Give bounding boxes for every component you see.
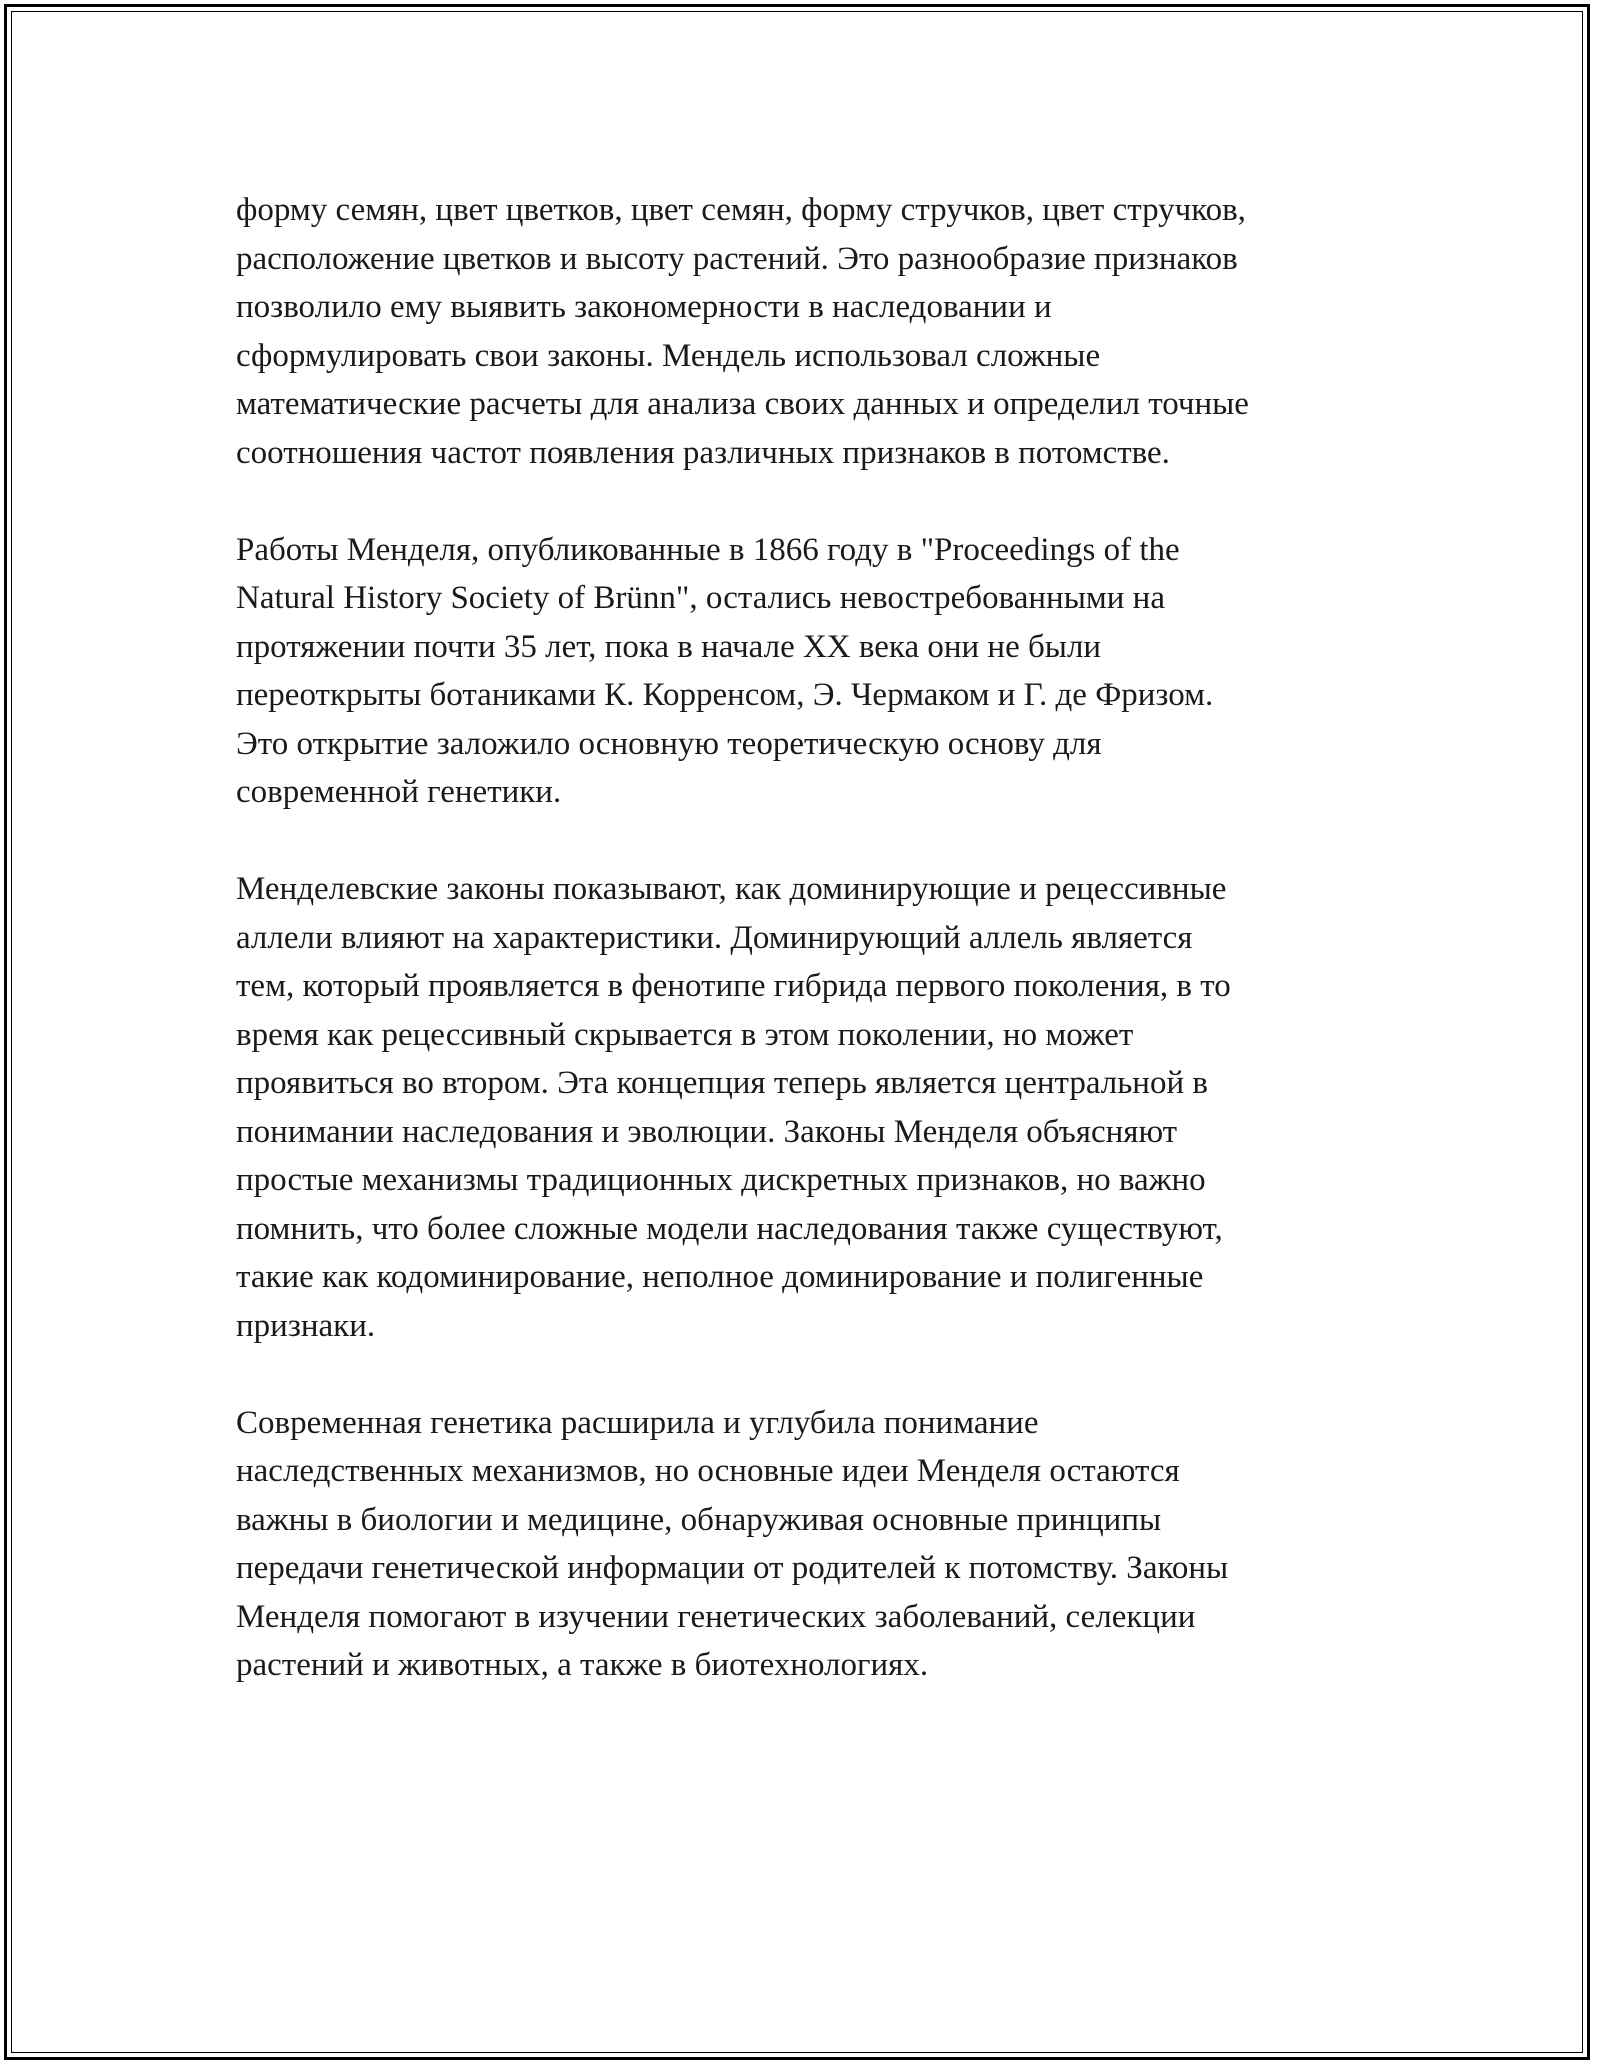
paragraph-4 bbox=[236, 1399, 1396, 1690]
text-line: Менделя помогают в изучении генетических заболеваний, селекции bbox=[236, 1598, 1196, 1635]
text-line: позволило ему выявить закономерности в наследовании и bbox=[236, 289, 1052, 325]
document-body bbox=[236, 186, 1396, 1738]
text-line: растений и животных, а также в биотехнологиях. bbox=[236, 1647, 929, 1683]
text-line: помнить, что более сложные модели наследования также существуют, bbox=[236, 1210, 1223, 1247]
text-line: аллели влияют на характеристики. Доминирующий аллель является bbox=[236, 919, 1193, 956]
text-line: протяжении почти 35 лет, пока в начале XX века они не были bbox=[236, 628, 1102, 665]
text-line: время как рецессивный скрывается в этом поколении, но может bbox=[236, 1016, 1134, 1053]
text-line: передачи генетической информации от родителей к потомству. Законы bbox=[236, 1550, 1229, 1586]
text-line: современной генетики. bbox=[236, 774, 562, 810]
text-line: понимании наследования и эволюции. Законы Менделя объясняют bbox=[236, 1113, 1178, 1150]
text-line: важны в биологии и медицине, обнаруживая основные принципы bbox=[236, 1501, 1162, 1538]
text-line: наследственных механизмов, но основные идеи Менделя остаются bbox=[236, 1453, 1180, 1489]
text-line: простые механизмы традиционных дискретных признаков, но важно bbox=[236, 1162, 1206, 1198]
text-line: Это открытие заложило основную теоретическую основу для bbox=[236, 725, 1102, 762]
text-line: Менделевские законы показывают, как доминирующие и рецессивные bbox=[236, 871, 1227, 907]
text-line: переоткрыты ботаниками К. Корренсом, Э. Чермаком и Г. де Фризом. bbox=[236, 677, 1214, 713]
text-line: Современная генетика расширила и углубила понимание bbox=[236, 1404, 1039, 1441]
paragraph-2 bbox=[236, 526, 1396, 817]
text-line: расположение цветков и высоту растений. Это разнообразие признаков bbox=[236, 240, 1238, 277]
text-line: математические расчеты для анализа своих данных и определил точные bbox=[236, 386, 1249, 422]
text-line: такие как кодоминирование, неполное доминирование и полигенные bbox=[236, 1259, 1204, 1295]
text-line: сформулировать свои законы. Мендель использовал сложные bbox=[236, 337, 1101, 374]
text-line: форму семян, цвет цветков, цвет семян, форму стручков, цвет стручков, bbox=[236, 192, 1246, 228]
text-line: Natural History Society of Brünn", остались невостребованными на bbox=[236, 580, 1165, 616]
paragraph-1 bbox=[236, 186, 1396, 477]
text-line: тем, который проявляется в фенотипе гибрида первого поколения, в то bbox=[236, 968, 1231, 1004]
text-line: Работы Менделя, опубликованные в 1866 году в "Proceedings of the bbox=[236, 531, 1180, 568]
text-line: проявиться во втором. Эта концепция теперь является центральной в bbox=[236, 1065, 1208, 1101]
text-line: признаки. bbox=[236, 1307, 376, 1344]
paragraph-3 bbox=[236, 865, 1396, 1350]
text-line: соотношения частот появления различных признаков в потомстве. bbox=[236, 434, 1170, 471]
